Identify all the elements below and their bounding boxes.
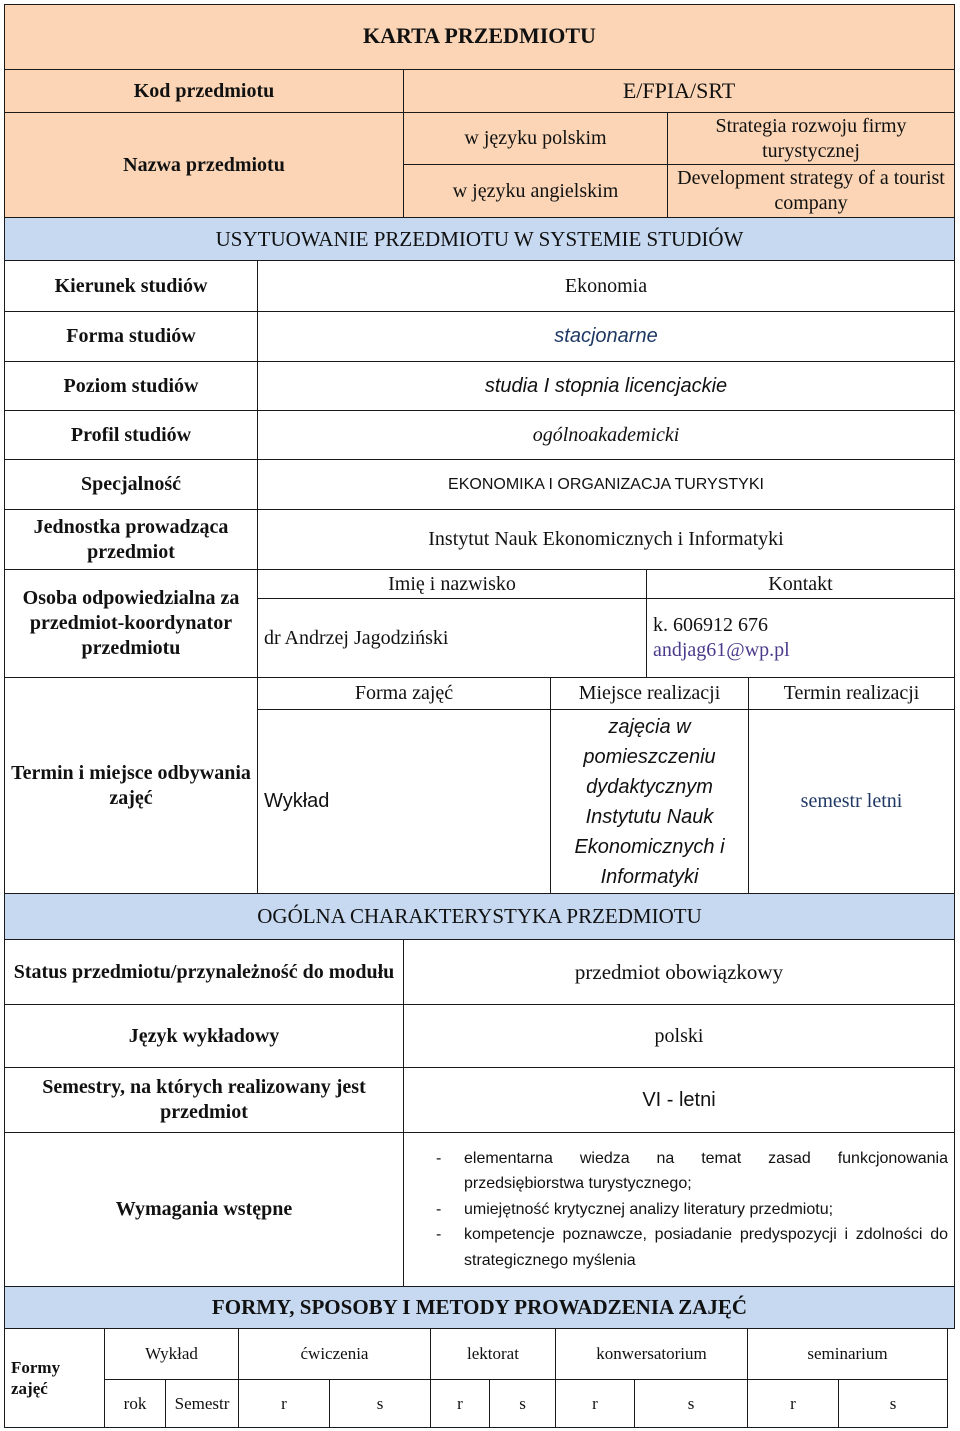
- nazwa-en-label: w języku angielskim: [403, 164, 668, 218]
- status-value: przedmiot obowiązkowy: [403, 939, 955, 1005]
- formy-cell-r: r: [238, 1379, 330, 1428]
- profil-label: Profil studiów: [4, 410, 258, 460]
- wymagania-list: [424, 1146, 948, 1274]
- forma-value: stacjonarne: [257, 311, 955, 362]
- poziom-label: Poziom studiów: [4, 361, 258, 411]
- formy-type-konwersatorium: konwersatorium: [555, 1328, 748, 1380]
- poziom-value: studia I stopnia licencjackie: [257, 361, 955, 411]
- termin-header-miejsce: Miejsce realizacji: [550, 677, 749, 710]
- osoba-phone: k. 606912 676: [653, 614, 768, 636]
- formy-cell-r: r: [555, 1379, 635, 1428]
- jednostka-value: Instytut Nauk Ekonomicznych i Informatyki: [257, 509, 955, 570]
- status-label: Status przedmiotu/przynależność do modułu: [4, 939, 404, 1005]
- jednostka-label: Jednostka prowadząca przedmiot: [4, 509, 258, 570]
- jezyk-value: polski: [403, 1004, 955, 1068]
- osoba-name-header: Imię i nazwisko: [257, 569, 647, 599]
- formy-cell-rok: rok: [104, 1379, 166, 1428]
- termin-termin: semestr letni: [748, 709, 955, 894]
- semestry-value: VI - letni: [403, 1067, 955, 1133]
- specjalnosc-label: Specjalność: [4, 459, 258, 510]
- kod-value: E/FPIA/SRT: [403, 69, 955, 113]
- formy-cell-s: s: [489, 1379, 556, 1428]
- kod-label: Kod przedmiotu: [4, 69, 404, 113]
- osoba-label: Osoba odpowiedzialna za przedmiot-koordynator przedmiotu: [4, 569, 258, 678]
- formy-label: Formy zajęć: [4, 1328, 105, 1428]
- formy-cell-semestr: Semestr: [165, 1379, 239, 1428]
- wymagania-item: - umiejętność krytycznej analizy literatury przedmiotu;: [424, 1197, 948, 1223]
- formy-cell-s: s: [634, 1379, 748, 1428]
- nazwa-label: Nazwa przedmiotu: [4, 112, 404, 218]
- osoba-email-link[interactable]: andjag61@wp.pl: [653, 639, 790, 661]
- specjalnosc-value: EKONOMIKA I ORGANIZACJA TURYSTYKI: [257, 459, 955, 510]
- termin-label: Termin i miejsce odbywania zajęć: [4, 677, 258, 894]
- forma-label: Forma studiów: [4, 311, 258, 362]
- formy-type-cwiczenia: ćwiczenia: [238, 1328, 431, 1380]
- formy-cell-r: r: [747, 1379, 839, 1428]
- formy-cell-s: s: [838, 1379, 948, 1428]
- osoba-contact-header: Kontakt: [646, 569, 955, 599]
- formy-type-lektorat: lektorat: [430, 1328, 556, 1380]
- card-title: KARTA PRZEDMIOTU: [4, 4, 955, 70]
- formy-type-wyklad: Wykład: [104, 1328, 239, 1380]
- termin-header-termin: Termin realizacji: [748, 677, 955, 710]
- nazwa-pl-label: w języku polskim: [403, 112, 668, 165]
- section-usytuowanie: USYTUOWANIE PRZEDMIOTU W SYSTEMIE STUDIÓW: [4, 217, 955, 261]
- wymagania-item: - kompetencje poznawcze, posiadanie predyspozycji i zdolności do strategicznego myślenia: [424, 1222, 948, 1273]
- formy-type-seminarium: seminarium: [747, 1328, 948, 1380]
- section-ogolna: OGÓLNA CHARAKTERYSTYKA PRZEDMIOTU: [4, 893, 955, 940]
- semestry-label: Semestry, na których realizowany jest przedmiot: [4, 1067, 404, 1133]
- formy-cell-r: r: [430, 1379, 490, 1428]
- jezyk-label: Język wykładowy: [4, 1004, 404, 1068]
- termin-forma: Wykład: [257, 709, 551, 894]
- wymagania-item: - elementarna wiedza na temat zasad funkcjonowania przedsiębiorstwa turystycznego;: [424, 1146, 948, 1197]
- wymagania-list-cell: [403, 1132, 955, 1287]
- profil-value: ogólnoakademicki: [257, 410, 955, 460]
- formy-cell-s: s: [329, 1379, 431, 1428]
- nazwa-pl-value: Strategia rozwoju firmy turystycznej: [667, 112, 955, 165]
- osoba-name: dr Andrzej Jagodziński: [257, 598, 647, 678]
- termin-header-forma: Forma zajęć: [257, 677, 551, 710]
- kierunek-label: Kierunek studiów: [4, 260, 258, 312]
- nazwa-en-value: Development strategy of a tourist company: [667, 164, 955, 218]
- section-formy: FORMY, SPOSOBY I METODY PROWADZENIA ZAJĘĆ: [4, 1286, 955, 1329]
- wymagania-label: Wymagania wstępne: [4, 1132, 404, 1287]
- termin-miejsce: zajęcia w pomieszczeniu dydaktycznym Instytutu Nauk Ekonomicznych i Informatyki: [550, 709, 749, 894]
- kierunek-value: Ekonomia: [257, 260, 955, 312]
